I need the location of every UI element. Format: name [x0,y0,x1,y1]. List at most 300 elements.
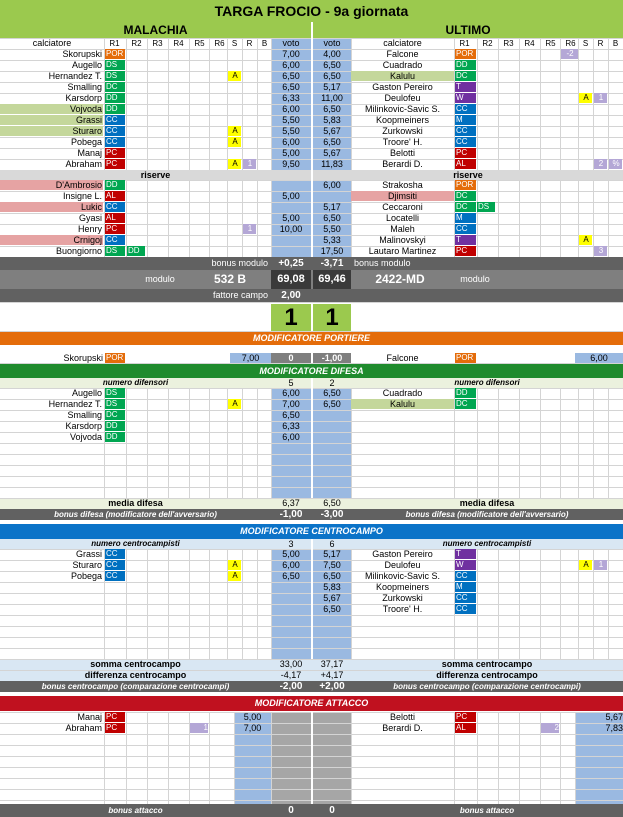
player-name: Manaj [77,148,102,158]
reserves-label: riserve [453,170,483,180]
player-name: Augello [71,388,102,398]
role-badge: M [455,115,476,125]
grid-line [0,734,311,735]
column-header: R2 [131,39,142,48]
count-home: 3 [288,539,294,549]
stat-badge: % [609,159,622,169]
role-badge: DD [127,246,145,256]
voto-value: 5,83 [323,115,341,125]
somma-label: somma centrocampo [441,659,533,669]
player-name: Grassi [75,115,102,125]
voto-value: 7,00 [282,49,300,59]
role-badge: DC [105,82,125,92]
grid-line [519,549,520,659]
grid-line [519,388,520,498]
role-badge: DC [455,202,476,212]
player-name: Sturaro [72,126,102,136]
media-label: media difesa [108,498,163,508]
modulo-label: modulo [145,274,175,284]
role-badge: CC [455,604,476,614]
role-badge: AL [105,191,125,201]
grid-line [313,421,623,422]
role-badge: POR [106,49,124,58]
grid-line [0,604,311,605]
player-name: Milinkovic-Savic S. [364,571,440,581]
grid-line [168,38,169,170]
column-header: R3 [152,39,163,48]
player-name: Ceccaroni [382,202,423,212]
grid-line [608,388,609,498]
voto-value: 5,00 [282,148,300,158]
column-header: R6 [565,39,576,48]
role-badge: W [455,560,476,570]
grid-line [189,180,190,257]
role-badge: CC [105,115,125,125]
voto-value: 5,17 [323,202,341,212]
role-badge: DD [105,421,125,431]
voto-value: 7,00 [243,723,262,733]
grid-line [578,388,579,498]
grid-line [0,800,311,801]
voto-value: 11,83 [321,159,343,169]
role-badge: DD [105,180,125,190]
player-name: Strakosha [382,180,423,190]
grid-line [540,549,541,659]
stat-badge: 1 [190,723,208,733]
player-name: Sturaro [72,560,102,570]
grid-line [189,549,190,659]
grid-line [313,476,623,477]
voto-value: 17,50 [320,246,344,256]
stat-badge: A [228,159,241,169]
total-away: 69,46 [318,273,346,285]
grid-line [242,38,243,170]
grid-line [147,180,148,257]
column-header: S [231,39,238,48]
total-home: 69,08 [277,273,305,285]
voto-value: 6,00 [282,104,300,114]
column-header: R [246,39,253,48]
mod-column [313,712,351,804]
grid-line [313,734,623,735]
stat-badge: A [579,235,592,245]
bonus-label: bonus attacco [108,806,163,815]
grid-line [540,180,541,257]
voto-value: 5,67 [323,148,341,158]
voto-value: 9,50 [282,159,300,169]
grid-line [209,549,210,659]
voto-value: 6,50 [282,571,300,581]
column-header: R [597,39,604,48]
stat-badge: 3 [594,246,607,256]
player-name: Kalulu [389,399,416,409]
role-badge: AL [455,159,476,169]
column-header: R1 [109,39,120,48]
bonus-modulo-bar [0,257,623,270]
diff-label: differenza centrocampo [436,670,538,680]
bonus-away: +2,00 [319,681,345,692]
grid-line [227,38,228,170]
score-row [0,302,623,332]
grid-line [519,38,520,170]
column-header: B [261,39,268,48]
team-name-away: ULTIMO [445,23,491,37]
player-name: Hernandez T. [48,399,102,409]
grid-line [593,388,594,498]
grid-line [578,38,579,170]
score-away: 1 [325,304,339,331]
role-badge: CC [105,235,125,245]
role-badge: CC [105,571,125,581]
role-badge: DD [455,60,476,70]
grid-line [168,180,169,257]
voto-value: 6,00 [282,432,300,442]
voto-value [271,202,311,212]
role-badge: M [455,582,476,592]
voto-value: 5,00 [282,549,300,559]
grid-line [126,38,127,170]
grid-line [0,756,311,757]
grid-line [313,410,623,411]
voto-value: 6,50 [323,213,341,223]
grid-line [498,180,499,257]
voto-value: 5,50 [282,115,300,125]
role-badge: DS [105,246,125,256]
grid-line [0,302,623,303]
grid-line [147,712,148,804]
grid-line [313,465,623,466]
role-badge: PC [105,224,125,234]
grid-line [578,180,579,257]
stat-badge: A [228,399,241,409]
diff-label: differenza centrocampo [84,670,187,680]
grid-line [242,388,243,498]
player-name: Locatelli [385,213,420,223]
role-badge: DS [477,202,495,212]
grid-line [0,582,311,583]
grid-line [0,465,311,466]
grid-line [242,549,243,659]
score-home: 1 [284,304,298,331]
grid-line [257,388,258,498]
role-badge: DS [105,71,125,81]
grid-line [0,615,311,616]
grid-line [168,549,169,659]
player-name: Kalulu [389,71,416,81]
bonus-modulo-home: +0,25 [278,258,304,269]
player-name: Gyasi [78,213,102,223]
grid-line [313,443,623,444]
voto-value: 5,00 [282,213,300,223]
player-name: Milinkovic-Savic S. [364,104,440,114]
column-header: R5 [545,39,556,48]
grid-line [0,593,311,594]
voto-value: 6,50 [323,399,341,409]
stat-badge: A [579,560,592,570]
grid-line [242,180,243,257]
role-badge: DC [455,71,476,81]
grid-line [313,648,623,649]
role-badge: POR [455,49,476,59]
player-name: Gaston Pereiro [372,82,433,92]
grid-line [313,789,623,790]
role-badge: CC [455,593,476,603]
count-away: 2 [329,378,335,388]
stat-badge: 1 [243,224,256,234]
grid-line [0,476,311,477]
voto-value [271,246,311,256]
fattore-label: fattore campo [212,290,268,300]
voto-value: 6,50 [323,571,341,581]
bonus-label: bonus difesa (modificatore dell'avversario) [405,510,569,519]
player-name: Pobega [70,571,102,581]
player-name: Maleh [390,224,415,234]
voto-value: 7,50 [323,560,341,570]
voto-value: 5,50 [323,224,341,234]
grid-line [227,180,228,257]
stat-badge: A [228,126,241,136]
role-badge: T [455,82,476,92]
count-label: numero centrocampisti [442,539,532,548]
bonus-home: -1,00 [279,509,303,520]
grid-line [560,388,561,498]
voto-value [271,180,311,190]
count-label: numero difensori [102,378,169,387]
voto-value: 6,00 [282,388,300,398]
grid-line [477,712,478,804]
column-header: S [582,39,589,48]
role-badge: PC [105,148,125,158]
grid-line [0,767,311,768]
role-badge: DS [105,399,125,409]
player-name: Hernandez T. [48,71,102,81]
bonus-label: bonus attacco [459,806,515,815]
role-badge: DD [105,432,125,442]
column-header: R3 [503,39,514,48]
role-badge: CC [455,137,476,147]
voto-value: 5,50 [282,126,300,136]
voto-value: 6,50 [323,104,341,114]
stat-badge: A [579,93,592,103]
grid-line [498,388,499,498]
voto-value: 6,33 [282,421,300,431]
bonus-label: bonus centrocampo (comparazione centrocampi) [393,682,581,691]
voto-value: 5,67 [323,126,341,136]
grid-line [0,648,311,649]
bonus-modulo-away: -3,71 [320,258,344,269]
role-badge: DD [455,388,476,398]
somma-label: somma centrocampo [90,659,181,669]
player-name: Belotti [389,712,415,722]
bonus-modulo-label: bonus modulo [211,258,268,268]
stat-badge: -2 [561,49,578,59]
grid-line [519,180,520,257]
role-badge: T [455,235,476,245]
role-badge: DC [455,399,476,409]
player-name: Grassi [75,549,102,559]
role-badge: DC [455,191,476,201]
voto-value: 6,50 [323,137,341,147]
grid-line [477,388,478,498]
column-header: R6 [214,39,225,48]
team-name-home: MALACHIA [123,23,188,37]
player-name: Skorupski [62,49,102,59]
grid-line [271,712,272,804]
stat-badge: A [228,137,241,147]
role-badge: CC [105,126,125,136]
grid-line [477,38,478,170]
voto-value: 7,00 [241,353,260,363]
voto-value: 5,33 [323,235,341,245]
bonus-away: 0 [329,805,335,816]
section-title-difesa: MODIFICATORE DIFESA [259,366,364,376]
column-header: voto [282,38,300,48]
player-name: Berardi D. [382,723,423,733]
bonus-home: 0 [288,805,294,816]
player-name: D'Ambrosio [55,180,102,190]
role-badge: PC [455,712,476,722]
voto-value: 5,00 [282,191,300,201]
grid-line [257,180,258,257]
player-name: Koopmeiners [375,115,430,125]
player-name: Falcone [386,353,419,363]
grid-line [608,38,609,170]
role-badge: CC [455,104,476,114]
stat-badge: 2 [541,723,559,733]
grid-line [498,712,499,804]
somma-away: 37,17 [320,659,344,669]
grid-line [540,388,541,498]
column-header: R4 [173,39,184,48]
media-label: media difesa [459,498,515,508]
section-title-attacco: MODIFICATORE ATTACCO [254,698,369,708]
role-badge: DC [105,410,125,420]
grid-line [313,745,623,746]
voto-value: 6,00 [282,560,300,570]
voto-value: 4,00 [323,49,341,59]
column-header: calciatore [32,38,72,48]
player-name: Crnigoj [73,235,102,245]
voto-value: 6,50 [323,60,341,70]
grid-line [608,549,609,659]
role-badge: PC [105,159,125,169]
role-badge: W [455,93,476,103]
grid-line [168,388,169,498]
voto-value: 5,00 [243,712,262,722]
count-away: 6 [329,539,335,549]
role-badge: CC [105,560,125,570]
voto-value: 6,50 [282,82,300,92]
role-badge: T [455,549,476,559]
voto-value: 5,83 [323,582,341,592]
grid-line [313,626,623,627]
mod-value: -1,00 [321,353,343,363]
stat-badge: 1 [594,93,607,103]
grid-line [313,767,623,768]
section-title-centrocampo: MODIFICATORE CENTROCAMPO [240,526,383,536]
stat-badge: A [228,560,241,570]
column-header: R2 [482,39,493,48]
grid-line [209,38,210,170]
bonus-home: -2,00 [279,681,303,692]
player-name: Cuadrado [382,388,423,398]
voto-value: 5,17 [323,82,341,92]
fattore-bar [0,289,623,302]
grid-line [147,388,148,498]
player-name: Pobega [70,137,102,147]
somma-home: 33,00 [279,659,303,669]
grid-line [313,800,623,801]
player-name: Berardi D. [382,159,423,169]
grid-line [519,712,520,804]
player-name: Djimsiti [388,191,417,201]
grid-line [498,38,499,170]
voto-value: 6,50 [323,388,341,398]
grid-line [126,549,127,659]
role-badge: CC [105,549,125,559]
player-name: Troore' H. [382,604,423,614]
grid-line [313,487,623,488]
player-name: Augello [71,60,102,70]
grid-line [560,180,561,257]
stat-badge: 1 [243,159,256,169]
player-name: Gaston Pereiro [372,549,433,559]
column-header: B [612,39,619,48]
player-name: Buongiorno [55,246,102,256]
fattore-value: 2,00 [281,290,301,301]
grid-line [147,38,148,170]
grid-line [0,789,311,790]
role-badge: AL [455,723,476,733]
grid-line [209,712,210,804]
count-home: 5 [288,378,294,388]
grid-line [477,549,478,659]
voto-value: 6,50 [282,410,300,420]
stat-badge: A [228,71,241,81]
voto-value: 5,67 [323,593,341,603]
role-badge: PC [105,712,125,722]
grid-line [0,778,311,779]
grid-line [147,549,148,659]
grid-line [0,487,311,488]
role-badge: AL [105,213,125,223]
modulo-away: 2422-MD [375,272,425,286]
count-label: numero centrocampisti [91,539,180,548]
grid-line [257,38,258,170]
grid-line [313,454,623,455]
role-badge: POR [106,353,124,362]
grid-line [313,778,623,779]
role-badge: DS [105,60,125,70]
grid-line [313,756,623,757]
voto-value: 6,50 [323,604,341,614]
reserves-label: riserve [140,170,171,180]
role-badge: DS [105,388,125,398]
role-badge: DD [105,93,125,103]
section-title-portieri: MODIFICATORE PORTIERE [252,333,370,343]
role-badge: POR [455,180,476,190]
grid-line [168,712,169,804]
grid-line [209,180,210,257]
stat-badge: 2 [594,159,607,169]
voto-value: 5,67 [605,712,623,722]
mod-column [271,712,311,804]
modulo-home: 532 B [213,272,247,286]
bonus-label: bonus centrocampo (comparazione centrocampi) [41,682,230,691]
player-name: Deulofeu [384,93,421,103]
role-badge: CC [455,126,476,136]
grid-line [608,180,609,257]
